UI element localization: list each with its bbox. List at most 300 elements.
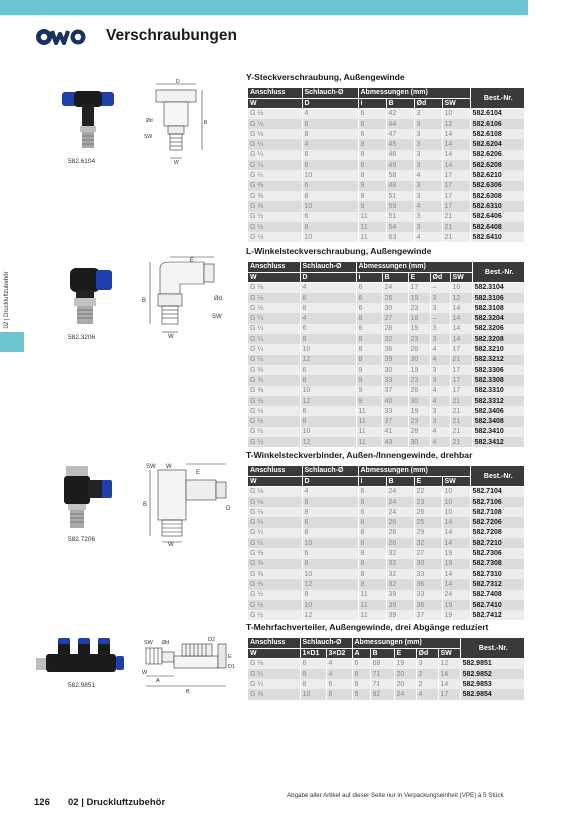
- table-cell: G ¼: [248, 170, 302, 180]
- table-cell: 9: [356, 386, 382, 396]
- table-cell: G ¼: [248, 528, 302, 538]
- table-cell: 17: [442, 170, 470, 180]
- col-subheader: B: [386, 476, 414, 486]
- article-number: 582.6308: [470, 191, 524, 201]
- table-cell: 26: [408, 386, 430, 396]
- table-cell: 3: [414, 160, 442, 170]
- table-cell: G ⅜: [248, 191, 302, 201]
- table-cell: 39: [386, 600, 414, 610]
- table-cell: 22: [414, 487, 442, 497]
- table-cell: 32: [386, 579, 414, 589]
- photo-caption-manifold: 582.9851: [68, 682, 96, 689]
- table-cell: 23: [408, 334, 430, 344]
- table-cell: 14: [450, 334, 472, 344]
- table-cell: 6: [302, 181, 358, 191]
- table-cell: 3: [414, 222, 442, 232]
- col-subheader: Ød: [414, 98, 442, 108]
- photo-caption-y: 582.6104: [68, 158, 96, 165]
- table-cell: 47: [386, 129, 414, 139]
- table-cell: 23: [408, 303, 430, 313]
- article-number: 582.3308: [472, 375, 524, 385]
- table-t-fitting: [248, 466, 524, 620]
- article-number: 582.3410: [472, 427, 524, 437]
- table-cell: 8: [358, 548, 386, 558]
- article-number: 582.6104: [470, 109, 524, 119]
- col-subheader: Ød: [430, 272, 450, 282]
- article-number: 582.7104: [470, 487, 524, 497]
- svg-text:Ød: Ød: [146, 118, 153, 124]
- table-cell: G ⅜: [248, 569, 302, 579]
- table-cell: 40: [382, 396, 408, 406]
- table-cell: 8: [356, 334, 382, 344]
- table-cell: 6: [352, 659, 370, 669]
- article-number: 582.3408: [472, 416, 524, 426]
- table-cell: 8: [358, 559, 386, 569]
- col-header: Schlauch-Ø: [300, 262, 356, 272]
- table-cell: 8: [302, 191, 358, 201]
- table-cell: 33: [414, 590, 442, 600]
- table-cell: 6: [326, 679, 352, 689]
- table-cell: 11: [358, 232, 386, 242]
- photo-caption-l: 582.3206: [68, 334, 96, 341]
- table-cell: 30: [408, 355, 430, 365]
- table-cell: –: [430, 313, 450, 323]
- table-cell: 6: [302, 212, 358, 222]
- table-cell: 6: [302, 517, 358, 527]
- col-subheader: D: [302, 98, 358, 108]
- table-cell: 4: [300, 313, 356, 323]
- table-cell: 32: [386, 548, 414, 558]
- table-cell: 14: [450, 303, 472, 313]
- col-subheader: W: [248, 476, 302, 486]
- table-cell: 21: [450, 416, 472, 426]
- table-cell: 6: [302, 548, 358, 558]
- col-header: Abmessungen (mm): [358, 88, 470, 98]
- col-subheader: B: [370, 648, 394, 658]
- table-cell: 10: [302, 170, 358, 180]
- section-title-t: T-Winkelsteckverbinder, Außen-/Innengewinde, drehbar: [246, 450, 473, 460]
- col-header: Abmessungen (mm): [352, 638, 460, 648]
- article-number: 582.6310: [470, 201, 524, 211]
- table-cell: G ¼: [248, 669, 300, 679]
- table-cell: 6: [300, 365, 356, 375]
- article-number: 582.7210: [470, 538, 524, 548]
- table-row: [248, 559, 524, 569]
- table-cell: 26: [382, 293, 408, 303]
- table-row: [248, 191, 524, 201]
- svg-text:SW: SW: [146, 464, 156, 470]
- table-cell: G ¼: [248, 334, 300, 344]
- col-header: Best.-Nr.: [470, 88, 524, 109]
- table-cell: 92: [370, 689, 394, 699]
- table-cell: 8: [300, 334, 356, 344]
- table-row: [248, 139, 524, 149]
- article-number: 582.9853: [460, 679, 524, 689]
- table-cell: 3: [430, 303, 450, 313]
- table-cell: G ½: [248, 406, 300, 416]
- table-cell: G ¼: [248, 517, 302, 527]
- table-cell: 39: [382, 355, 408, 365]
- ewo-logo: [34, 27, 92, 47]
- table-cell: 8: [302, 507, 358, 517]
- table-cell: 11: [358, 610, 386, 620]
- side-chapter-text: 02 | Druckluftzubehör: [4, 271, 10, 329]
- table-row: [248, 517, 524, 527]
- table-cell: 32: [386, 569, 414, 579]
- table-row: [248, 386, 524, 396]
- table-cell: 4: [300, 283, 356, 293]
- article-number: 582.9851: [460, 659, 524, 669]
- table-cell: 8: [302, 559, 358, 569]
- table-cell: G ⅜: [248, 579, 302, 589]
- table-cell: 3: [414, 119, 442, 129]
- footnote: Abgabe aller Artikel auf dieser Seite nur in Verpackungseinheit (VPE) à 5 Stück: [287, 792, 504, 799]
- table-cell: 32: [386, 559, 414, 569]
- table-cell: 3: [414, 191, 442, 201]
- table-row: [248, 548, 524, 558]
- table-row: [248, 313, 524, 323]
- section-title-manifold: T-Mehrfachverteiler, Außengewinde, drei Abgänge reduziert: [246, 622, 489, 632]
- table-cell: G ¼: [248, 679, 300, 689]
- article-number: 582.7310: [470, 569, 524, 579]
- table-cell: G ⅛: [248, 283, 300, 293]
- table-cell: 6: [302, 497, 358, 507]
- col-subheader: D: [300, 272, 356, 282]
- table-row: [248, 119, 524, 129]
- table-cell: 4: [414, 201, 442, 211]
- table-cell: G ¼: [248, 344, 300, 354]
- table-cell: 14: [438, 669, 460, 679]
- table-row: [248, 129, 524, 139]
- table-cell: 18: [408, 313, 430, 323]
- table-cell: 8: [302, 129, 358, 139]
- col-header: Best.-Nr.: [472, 262, 524, 283]
- table-cell: 10: [302, 538, 358, 548]
- table-cell: 2: [416, 669, 438, 679]
- table-cell: 59: [386, 201, 414, 211]
- col-header: Anschluss: [248, 262, 300, 272]
- article-number: 582.3310: [472, 386, 524, 396]
- table-row: [248, 427, 524, 437]
- table-cell: 14: [442, 150, 470, 160]
- table-row: [248, 303, 524, 313]
- table-cell: 24: [382, 283, 408, 293]
- table-cell: 4: [430, 344, 450, 354]
- table-cell: G ½: [248, 427, 300, 437]
- table-cell: 4: [430, 386, 450, 396]
- table-cell: 8: [356, 344, 382, 354]
- table-cell: G ¼: [248, 150, 302, 160]
- table-cell: 17: [450, 386, 472, 396]
- table-cell: G ¼: [248, 538, 302, 548]
- table-cell: 8: [356, 313, 382, 323]
- table-cell: 33: [382, 375, 408, 385]
- table-cell: 4: [326, 669, 352, 679]
- table-cell: 19: [408, 293, 430, 303]
- col-header: Schlauch-Ø: [302, 88, 358, 98]
- svg-text:W: W: [142, 670, 148, 676]
- table-cell: 8: [352, 669, 370, 679]
- article-number: 582.3206: [472, 324, 524, 334]
- article-number: 582.7106: [470, 497, 524, 507]
- table-cell: 11: [358, 222, 386, 232]
- article-number: 582.3208: [472, 334, 524, 344]
- table-cell: 26: [414, 507, 442, 517]
- table-l-fitting: [248, 262, 524, 447]
- col-subheader: D: [302, 476, 358, 486]
- table-row: [248, 293, 524, 303]
- table-cell: 37: [382, 416, 408, 426]
- table-cell: 14: [442, 139, 470, 149]
- table-cell: 49: [386, 160, 414, 170]
- col-subheader: SW: [450, 272, 472, 282]
- table-row: [248, 416, 524, 426]
- table-cell: 24: [386, 507, 414, 517]
- col-subheader: B: [386, 98, 414, 108]
- table-cell: 51: [386, 191, 414, 201]
- table-cell: G ½: [248, 437, 300, 447]
- article-number: 582.3212: [472, 355, 524, 365]
- article-number: 582.6406: [470, 212, 524, 222]
- table-cell: 3: [430, 375, 450, 385]
- table-cell: 8: [358, 150, 386, 160]
- table-cell: 14: [442, 129, 470, 139]
- table-cell: 17: [442, 181, 470, 191]
- table-cell: G ⅜: [248, 689, 300, 699]
- table-cell: 19: [394, 659, 416, 669]
- table-cell: 36: [414, 600, 442, 610]
- table-cell: 21: [450, 355, 472, 365]
- table-cell: 10: [450, 283, 472, 293]
- table-row: [248, 232, 524, 242]
- table-cell: 26: [386, 538, 414, 548]
- table-cell: 28: [408, 427, 430, 437]
- photo-manifold: [32, 636, 128, 682]
- table-cell: 6: [302, 150, 358, 160]
- table-cell: 6: [356, 283, 382, 293]
- table-cell: 11: [358, 212, 386, 222]
- table-cell: G ½: [248, 610, 302, 620]
- table-cell: 6: [300, 406, 356, 416]
- table-cell: 3: [430, 416, 450, 426]
- table-cell: G ⅛: [248, 129, 302, 139]
- table-row: [248, 610, 524, 620]
- svg-text:Ød: Ød: [214, 296, 223, 302]
- article-number: 582.7208: [470, 528, 524, 538]
- article-number: 582.6206: [470, 150, 524, 160]
- table-row: [248, 324, 524, 334]
- table-cell: 12: [302, 579, 358, 589]
- table-cell: 8: [358, 170, 386, 180]
- table-cell: 14: [450, 313, 472, 323]
- table-cell: 29: [414, 528, 442, 538]
- svg-text:D: D: [226, 506, 231, 512]
- table-cell: 27: [382, 313, 408, 323]
- table-row: [248, 160, 524, 170]
- table-cell: 26: [408, 344, 430, 354]
- table-cell: 6: [300, 293, 356, 303]
- article-number: 582.6106: [470, 119, 524, 129]
- table-cell: 4: [302, 139, 358, 149]
- table-row: [248, 181, 524, 191]
- table-cell: 19: [442, 610, 470, 620]
- article-number: 582.3312: [472, 396, 524, 406]
- col-subheader: SW: [442, 476, 470, 486]
- table-cell: G ⅜: [248, 548, 302, 558]
- article-number: 582.3306: [472, 365, 524, 375]
- table-cell: 30: [382, 303, 408, 313]
- table-row: [248, 109, 524, 119]
- table-cell: 4: [416, 689, 438, 699]
- table-cell: 14: [442, 160, 470, 170]
- table-cell: G ¼: [248, 160, 302, 170]
- table-cell: 51: [386, 212, 414, 222]
- table-cell: 10: [442, 487, 470, 497]
- table-cell: 25: [414, 517, 442, 527]
- table-row: [248, 669, 524, 679]
- table-cell: 24: [394, 689, 416, 699]
- table-cell: 8: [358, 160, 386, 170]
- table-cell: 17: [442, 201, 470, 211]
- table-cell: 28: [382, 324, 408, 334]
- page-section-text: 02 | Druckluftzubehör: [68, 797, 166, 808]
- col-subheader: W: [248, 98, 302, 108]
- table-cell: 37: [382, 386, 408, 396]
- table-cell: 6: [356, 293, 382, 303]
- col-subheader: SW: [442, 98, 470, 108]
- table-cell: 3: [414, 139, 442, 149]
- table-cell: 32: [382, 334, 408, 344]
- svg-text:B: B: [143, 502, 148, 508]
- table-cell: 12: [300, 396, 356, 406]
- table-cell: 6: [302, 119, 358, 129]
- table-cell: G ½: [248, 232, 302, 242]
- drawing-manifold: [142, 636, 234, 696]
- table-cell: G ½: [248, 212, 302, 222]
- table-cell: 19: [408, 365, 430, 375]
- table-cell: 30: [408, 437, 430, 447]
- table-cell: 21: [450, 437, 472, 447]
- table-cell: G ¼: [248, 355, 300, 365]
- article-number: 582.6108: [470, 129, 524, 139]
- table-cell: 6: [358, 119, 386, 129]
- article-number: 582.3210: [472, 344, 524, 354]
- article-number: 582.7412: [470, 610, 524, 620]
- table-cell: 48: [386, 181, 414, 191]
- section-title-y: Y-Steckverschraubung, Außengewinde: [246, 72, 405, 82]
- table-cell: 9: [352, 689, 370, 699]
- table-cell: 2: [416, 679, 438, 689]
- table-cell: 58: [386, 170, 414, 180]
- table-cell: 3: [430, 406, 450, 416]
- table-row: [248, 344, 524, 354]
- col-subheader: 1×D1: [300, 648, 326, 658]
- page-section-label: [68, 797, 165, 808]
- table-cell: 9: [356, 375, 382, 385]
- article-number: 582.3104: [472, 283, 524, 293]
- table-cell: 44: [386, 119, 414, 129]
- table-cell: 11: [356, 416, 382, 426]
- svg-text:D1: D1: [228, 664, 236, 670]
- table-cell: 8: [358, 517, 386, 527]
- table-cell: 6: [358, 507, 386, 517]
- article-number: 582.6408: [470, 222, 524, 232]
- table-cell: 10: [442, 109, 470, 119]
- photo-l-fitting: [60, 260, 118, 332]
- section-title-l: L-Winkelsteckverschraubung, Außengewinde: [246, 246, 432, 256]
- table-cell: 4: [414, 170, 442, 180]
- col-header: Schlauch-Ø: [300, 638, 352, 648]
- table-cell: 6: [358, 109, 386, 119]
- table-cell: 11: [358, 600, 386, 610]
- table-cell: 21: [450, 427, 472, 437]
- table-cell: G ¼: [248, 324, 300, 334]
- table-cell: G ⅜: [248, 201, 302, 211]
- col-subheader: E: [414, 476, 442, 486]
- svg-text:W: W: [166, 464, 172, 470]
- article-number: 582.7108: [470, 507, 524, 517]
- table-cell: 71: [370, 679, 394, 689]
- table-cell: 30: [408, 396, 430, 406]
- svg-text:D2: D2: [208, 637, 216, 643]
- table-cell: 17: [408, 283, 430, 293]
- article-number: 582.3412: [472, 437, 524, 447]
- article-number: 582.3108: [472, 303, 524, 313]
- table-cell: G ⅛: [248, 293, 300, 303]
- table-row: [248, 201, 524, 211]
- table-cell: 6: [356, 303, 382, 313]
- table-cell: 4: [302, 487, 358, 497]
- col-subheader: E: [408, 272, 430, 282]
- table-row: [248, 212, 524, 222]
- table-cell: 10: [300, 344, 356, 354]
- table-cell: 9: [358, 181, 386, 191]
- table-row: [248, 679, 524, 689]
- table-cell: 33: [382, 406, 408, 416]
- article-number: 582.6208: [470, 160, 524, 170]
- svg-text:B: B: [204, 120, 208, 126]
- table-row: [248, 528, 524, 538]
- svg-text:E: E: [196, 470, 201, 476]
- table-row: [248, 396, 524, 406]
- table-cell: G ½: [248, 600, 302, 610]
- table-cell: 17: [450, 344, 472, 354]
- table-cell: 63: [386, 232, 414, 242]
- table-cell: 21: [442, 222, 470, 232]
- table-cell: 8: [302, 222, 358, 232]
- table-row: [248, 283, 524, 293]
- drawing-l-fitting: [140, 254, 226, 340]
- table-cell: 17: [450, 365, 472, 375]
- table-cell: 11: [356, 427, 382, 437]
- table-cell: 8: [302, 528, 358, 538]
- article-number: 582.3204: [472, 313, 524, 323]
- page-number: 126: [34, 797, 50, 808]
- table-row: [248, 406, 524, 416]
- table-cell: 10: [300, 386, 356, 396]
- col-subheader: i: [356, 272, 382, 282]
- table-cell: 8: [352, 679, 370, 689]
- col-header: Schlauch-Ø: [302, 466, 358, 476]
- table-row: [248, 659, 524, 669]
- table-cell: 14: [442, 579, 470, 589]
- table-cell: G ⅜: [248, 386, 300, 396]
- table-cell: 11: [358, 590, 386, 600]
- table-cell: 10: [302, 201, 358, 211]
- col-header: Anschluss: [248, 88, 302, 98]
- table-row: [248, 355, 524, 365]
- table-row: [248, 334, 524, 344]
